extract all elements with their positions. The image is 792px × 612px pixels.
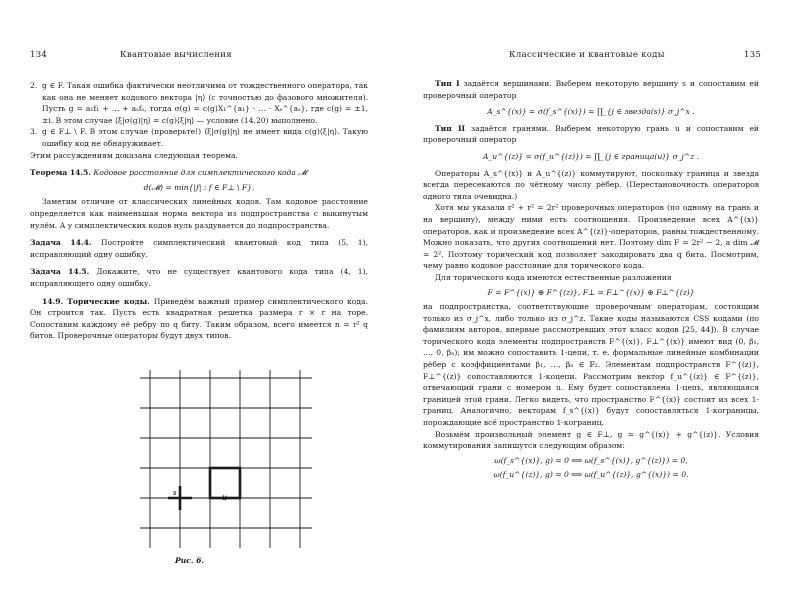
right-page bbox=[396, 0, 792, 612]
decomposition-intro: Для торического кода имеются естественные разложения bbox=[435, 272, 672, 282]
theorem bbox=[30, 167, 368, 179]
task-14-4 bbox=[30, 237, 368, 260]
commutation-formula-1: ω(f_s^{(x)}, g) = 0 ⟺ ω(f_s^{(x)}, g^{(z)}) = 0, bbox=[494, 455, 688, 465]
list-text: g ∈ F. Такая ошибка фактически неотличима от тождественного оператора, так как она не меняет кодового вектора |η⟩ (с точностью до фазового множителя). Пусть g = a₁f₁ + … + aₛfₛ, тогда σ(g) = c(g)X₁^{a₁} · … · Xₛ^{aₛ}, где c(g) = ±1, ±i. В этом случае ⟨ξ|σ(g)|η⟩ = c(g)⟨ξ|η⟩ — условие (14.20) выполнено. bbox=[42, 81, 368, 125]
type-ii-label: Тип II bbox=[435, 123, 466, 133]
task-14-5 bbox=[30, 266, 368, 289]
remark-paragraph: Заметим отличие от классических линейных кодов. Там кодовое расстояние определяется как наименьшая норма вектора из подпространства с выкинутым нулём. А у симплектических кодов нуль раздувается до подпространства. bbox=[30, 197, 368, 230]
type-i-formula: A_s^{(x)} = σ(f_s^{(x)}) = ∏_{j ∈ звезда(s)} σ_j^x . bbox=[487, 107, 695, 117]
list-number: 3. bbox=[30, 127, 38, 137]
face-u-label: u bbox=[222, 493, 228, 502]
theorem-formula: d(𝓜) = min{|f| : f ∈ F⊥ \ F}. bbox=[143, 182, 255, 192]
list-number: 2. bbox=[30, 81, 38, 90]
section-label: 14.9. Торические коды. bbox=[42, 296, 150, 306]
type-ii-paragraph bbox=[423, 123, 759, 146]
decomposition-formula: F = F^{(x)} ⊕ F^{(z)}, F⊥ = F⊥^{(x)} ⊕ F⊥^{(z)} bbox=[487, 287, 695, 297]
relations-paragraph: Хотя мы указали r² + r² = 2r² проверочных операторов (по одному на грань и на вершину), между ними есть соотношения. Произведение всех A^{(x)} операторов, как и произведение всех A^{(z)}-операторов, равны тождественному. Можно показать, что других соотношений нет. Поэтому dim F = 2r² − 2, а dim 𝓜 = 2². Поэтому торический код позволяет закодировать два q бита. Посмотрим, чему равно кодовое расстояние для торического кода. bbox=[423, 203, 759, 271]
toric-lattice-figure bbox=[140, 370, 312, 548]
page-number-left: 134 bbox=[30, 50, 48, 60]
type-i-paragraph bbox=[423, 78, 759, 101]
type-ii-text: задаётся гранями. Выберем некоторую грань u и сопоставим ей проверочный оператор bbox=[423, 123, 759, 145]
commute-paragraph: Операторы A_s^{(x)} и A_u^{(z)} коммутируют, поскольку граница и звезда всегда пересекаются по чётному числу рёбер. (Перестановочность операторов одного типа очевидна.) bbox=[423, 168, 759, 201]
commutation-formula-2: ω(f_u^{(z)}, g) = 0 ⟺ ω(f_u^{(z)}, g^{(x)}) = 0. bbox=[493, 470, 689, 480]
conclusion-text: Этим рассуждениям доказана следующая теорема. bbox=[30, 150, 238, 160]
section-text: Приведём важный пример симплектического кода. Он строится так. Пусть есть квадратная решетка размера r × r на торе. Сопоставим каждому её ребру по q биту. Таким образом, всего имеется n = r² q битов. Проверочные операторы будут двух типов. bbox=[30, 296, 368, 341]
section-14-9 bbox=[30, 296, 368, 342]
task-text: Постройте симплектический квантовый код типа (5, 1), исправляющий одну ошибку. bbox=[30, 238, 369, 259]
type-i-text: задаётся вершинами. Выберем некоторую вершину s и сопоставим ей проверочный оператор bbox=[423, 79, 759, 100]
vertex-s-label: s bbox=[173, 489, 177, 497]
figure-caption: Рис. 6. bbox=[175, 556, 205, 565]
running-title-left: Квантовые вычисления bbox=[120, 50, 232, 60]
commutation-paragraph: Возьмём произвольный элемент g ∈ F⊥, g = g^{(x)} + g^{(z)}. Условия коммутирования запишутся следующим образом: bbox=[423, 429, 759, 451]
page-number-right: 135 bbox=[744, 50, 762, 60]
task-label: Задача 14.5. bbox=[30, 267, 90, 277]
right-column bbox=[423, 78, 759, 484]
css-paragraph: на подпространства, соответствующие проверочным операторам, состоящим только из σ_j^x, либо только из σ_j^z. Такие коды называются CSS кодами (по фамилиям авторов, впервые рассмотревших этот класс кодов [25, 44]). В случае торического кода элементы подпространств F^{(x)}, F⊥^{(x)} имеют вид (0, β₁, …, 0, βₙ); им можно сопоставить 1-цепи, т. е. формальные линейные комбинации рёбер с коэффициентами β₁, …, βₙ ∈ 𝔽₂. Элементам подпространств F^{(z)}, F⊥^{(z)} сопоставляются 1-коцепи. Рассмотрим вектор f_u^{(z)} ∈ F^{(z)}, отвечающий грани с номером u. Ему будет сопоставлена 1-цепь, являющаяся границей этой грани. Легко видеть, что пространство F^{(x)} состоит из всех 1-границ. Аналогично, векторам f_s^{(x)} будут сопоставляться 1-кограницы, порождающие всё пространство 1-кограниц. bbox=[423, 302, 759, 428]
task-text: Докажите, что не существует квантового кода типа (4, 1), исправляющего одну ошибку. bbox=[30, 267, 368, 288]
list-item bbox=[30, 80, 368, 126]
theorem-text: Кодовое расстояние для симплектического кода 𝓜 bbox=[93, 168, 307, 178]
running-title-right: Классические и квантовые коды bbox=[509, 50, 665, 60]
left-column bbox=[30, 80, 368, 342]
list-text: g ∈ F⊥ \ F. В этом случае (проверьте!) ⟨ξ|σ(g)|η⟩ не имеет вида c(g)⟨ξ|η⟩. Такую ошибку код не обнаруживает. bbox=[42, 127, 368, 148]
type-ii-formula: A_u^{(z)} = σ(f_u^{(z)}) = ∏_{j ∈ граница(u)} σ_j^z . bbox=[482, 151, 700, 161]
task-label: Задача 14.4. bbox=[30, 238, 92, 248]
list-item bbox=[30, 126, 368, 149]
theorem-label: Теорема 14.5. bbox=[30, 168, 91, 178]
type-i-label: Тип I bbox=[435, 79, 460, 88]
